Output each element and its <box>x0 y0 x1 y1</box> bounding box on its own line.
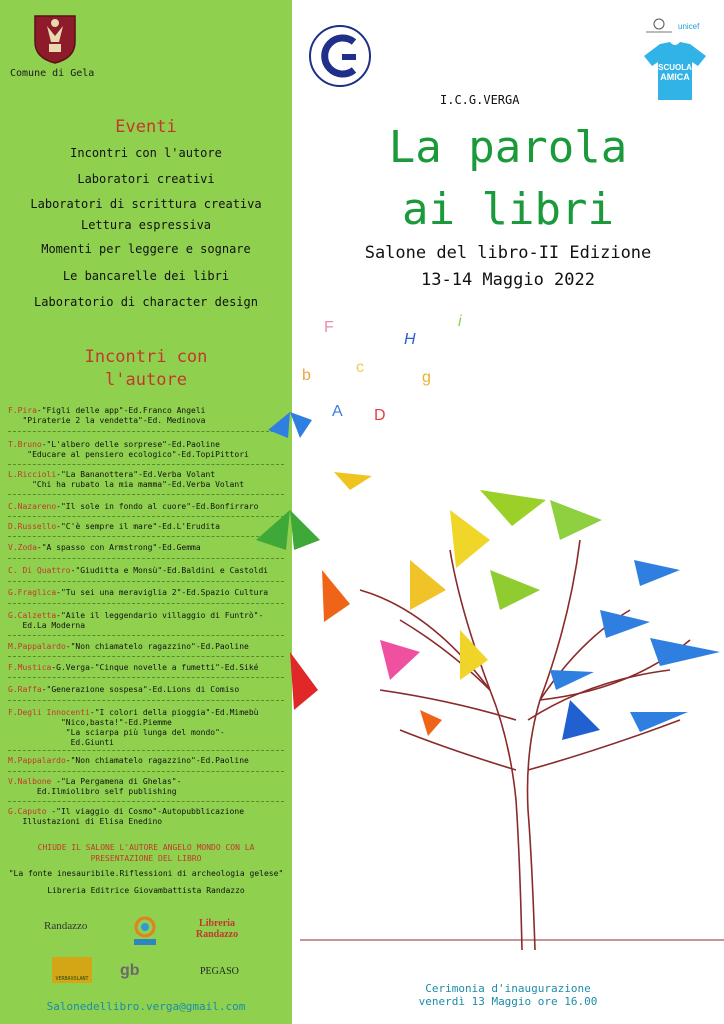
divider <box>8 431 284 432</box>
book-line: -"I colori della pioggia"-Ed.Mimebù <box>89 708 259 717</box>
book-author: M.Pappalardo <box>8 642 66 651</box>
divider <box>8 771 284 772</box>
ministry-emblem-icon <box>642 18 676 34</box>
randazzo-logo: Randazzo <box>44 920 88 932</box>
closing-book-title: "La fonte inesauribile.Riflessioni di archeologia gelese" <box>8 869 284 878</box>
book-line: Illustazioni di Elisa Enedino <box>8 817 163 826</box>
book-line: -"Il sole in fondo al cuore"-Ed.Bonfirraro <box>56 502 259 511</box>
letter: A <box>332 403 343 420</box>
divider <box>8 464 284 465</box>
authors-title-line2: l'autore <box>105 370 187 390</box>
book-line: Ed.Giunti <box>8 738 114 747</box>
ceremony-line2: venerdì 13 Maggio ore 16.00 <box>418 995 598 1008</box>
divider <box>8 558 284 559</box>
closing-publisher: Libreria Editrice Giovambattista Randazzo <box>47 886 245 895</box>
tshirt-text-1: SCUOLA <box>658 63 692 72</box>
comune-crest-icon <box>33 12 77 64</box>
letter: F <box>324 319 334 336</box>
libreria-randazzo-line2: Randazzo <box>195 929 239 940</box>
book-author: F.Degli Innocenti <box>8 708 90 717</box>
book-line: Ed.La Moderna <box>8 621 86 630</box>
book-line: -"La Pergamena di Ghelas"- <box>51 777 182 786</box>
divider <box>8 700 284 701</box>
divider <box>8 677 284 678</box>
ceremony-line1: Cerimonia d'inaugurazione <box>425 982 591 995</box>
book-author: G.Calzetta <box>8 611 57 620</box>
book-author: G.Caputo <box>8 807 47 816</box>
book-author: G.Raffa <box>8 685 42 694</box>
school-name: I.C.G.VERGA <box>440 93 520 107</box>
left-panel <box>0 0 292 1024</box>
divider <box>8 603 284 604</box>
scuola-amica-tshirt-icon <box>642 40 708 102</box>
closing-note <box>0 842 292 864</box>
book-line: -"Aile il leggendario villaggio di Funtrò"- <box>56 611 264 620</box>
letter: c <box>356 359 364 376</box>
school-logo-icon <box>308 24 372 88</box>
divider <box>8 750 284 751</box>
book-line: -"Il viaggio di Cosmo"-Autopubblicazione <box>46 807 245 816</box>
closing-line2: PRESENTAZIONE DEL LIBRO <box>90 854 202 863</box>
closing-line1: CHIUDE IL SALONE L'AUTORE ANGELO MONDO CON LA <box>37 843 255 852</box>
divider <box>8 516 284 517</box>
butterflies <box>256 412 720 740</box>
tree-illustration <box>250 390 724 960</box>
book-line: "Educare al pensiero ecologico"-Ed.TopiPittori <box>8 450 249 459</box>
book-author: G.Fraglica <box>8 588 57 597</box>
event-item: Laboratori creativi <box>77 172 215 186</box>
book-author: M.Pappalardo <box>8 756 66 765</box>
event-item: Momenti per leggere e sognare <box>41 242 251 256</box>
divider <box>8 581 284 582</box>
book-author: F.Pira <box>8 406 37 415</box>
verbavolant-logo: VERBAVOLANT <box>52 957 92 983</box>
book-line: -"A spasso con Armstrong"-Ed.Gemma <box>36 543 201 552</box>
book-line: "Piraterie 2 la vendetta"-Ed. Medinova <box>8 416 206 425</box>
letter: g <box>422 369 431 386</box>
book-line: -"Giuditta e Monsù"-Ed.Baldini e Castoldi <box>70 566 269 575</box>
event-item: Le bancarelle dei libri <box>62 269 230 283</box>
book-author: C.Nazareno <box>8 502 57 511</box>
book-author: D.Russello <box>8 522 57 531</box>
book-line: "Nico,basta!"-Ed.Piemme <box>8 718 172 727</box>
book-line: -"Generazione sospesa"-Ed.Lions di Comiso <box>41 685 240 694</box>
book-line: -"La Bananottera"-Ed.Verba Volant <box>56 470 216 479</box>
subtitle-edition: Salone del libro-II Edizione <box>364 243 652 263</box>
libreria-logo-icon <box>128 914 162 948</box>
book-line: -"Non chiamatelo ragazzino"-Ed.Paoline <box>65 756 249 765</box>
letter: D <box>374 407 386 424</box>
book-line: "Chi ha rubato la mia mamma"-Ed.Verba Volant <box>8 480 245 489</box>
pegaso-logo: PEGASO <box>200 966 239 977</box>
libreria-randazzo-logo <box>194 918 240 940</box>
book-line: "La sciarpa più lunga del mondo"- <box>8 728 225 737</box>
tshirt-text-2: AMICA <box>660 72 690 82</box>
book-line: -"Tu sei una meraviglia 2"-Ed.Spazio Cultura <box>56 588 269 597</box>
unicef-logo: unicef <box>678 22 700 31</box>
book-line: -"Non chiamatelo ragazzino"-Ed.Paoline <box>65 642 249 651</box>
event-item: Laboratorio di character design <box>34 295 258 309</box>
authors-title <box>0 346 292 392</box>
divider <box>8 494 284 495</box>
book-line: -"L'albero delle sorprese"-Ed.Paoline <box>41 440 220 449</box>
subtitle-dates: 13-14 Maggio 2022 <box>421 270 595 290</box>
book-author: V.Zoda <box>8 543 37 552</box>
book-author: T.Bruno <box>8 440 42 449</box>
book-line: -G.Verga-"Cinque novelle a fumetti"-Ed.Siké <box>51 663 259 672</box>
book-line: -"C'è sempre il mare"-Ed.L'Erudita <box>56 522 220 531</box>
title-line2: ai libri <box>402 184 614 235</box>
book-line: Ed.Ilmiolibro self publishing <box>8 787 177 796</box>
letter: i <box>458 313 462 330</box>
letter: H <box>404 331 416 348</box>
letter: b <box>302 367 311 384</box>
event-item: Laboratori di scrittura creativa <box>30 197 262 211</box>
book-author: C. Di Quattro <box>8 566 71 575</box>
libreria-randazzo-line1: Libreria <box>199 918 235 929</box>
authors-title-line1: Incontri con <box>84 347 208 367</box>
events-title: Eventi <box>115 117 177 137</box>
book-author: F.Mustica <box>8 663 52 672</box>
gb-logo: gb <box>120 962 140 979</box>
book-author: V.Nalbone <box>8 777 52 786</box>
divider <box>8 801 284 802</box>
divider <box>8 536 284 537</box>
book-line: -"Figli delle app"-Ed.Franco Angeli <box>36 406 206 415</box>
contact-email[interactable]: Salonedellibro.verga@gmail.com <box>46 1000 246 1013</box>
divider <box>8 656 284 657</box>
event-item: Lettura espressiva <box>80 218 212 232</box>
title-line1: La parola <box>388 122 628 173</box>
divider <box>8 635 284 636</box>
event-item: Incontri con l'autore <box>70 146 222 160</box>
book-author: L.Riccioli <box>8 470 57 479</box>
ceremony-info <box>292 982 724 1008</box>
comune-label: Comune di Gela <box>10 68 95 79</box>
